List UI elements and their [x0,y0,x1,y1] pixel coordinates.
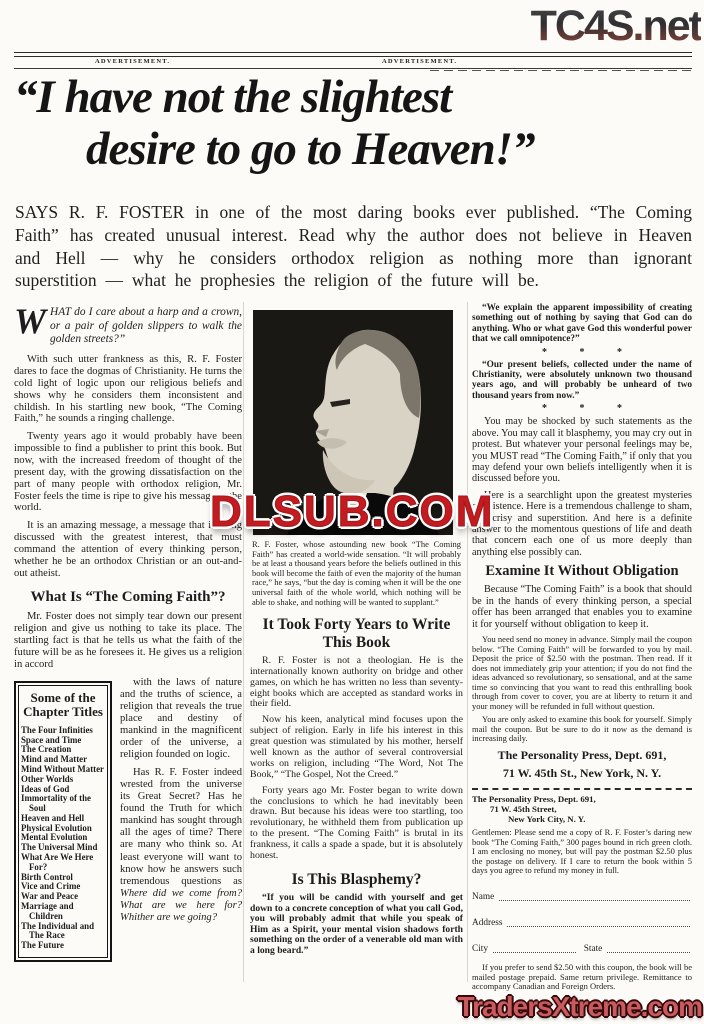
headline [14,72,692,175]
bold-quote: “Our present beliefs, collected under the name of Christianity, were absolutely unknown two thousand years ago, and will probably be unheard of two thousand years from now.” [472,359,692,401]
chapter-title-item: Marriage and Children [21,901,74,921]
coupon-address-line1: The Personality Press, Dept. 691, [472,793,596,804]
paragraph: Here is a searchlight upon the greatest mysteries of existence. Here is a tremendous challenge to sham, hypocrisy and superstition. And here is a definite answer to the momentous questions of life and death that concern each one of us more deeply than anything else possibly can. [472,489,692,558]
headline-line2: desire to go to Heaven!” [86,122,535,175]
subhead: SAYS R. F. FOSTER in one of the most daring books ever published. “The Coming Faith” has created unusual interest. Read why the author does not believe in Heaven and Hell — why he considers orthodox religion as nothing more than ignorant superstition — what he prophesies the religion of the future will be. [15,202,692,291]
paragraph: You are only asked to examine this book for yourself. Simply mail the coupon. But be sure to do it now as the demand is increasing daily. [472,714,692,744]
site-watermark-middle: DLSUB.COM [210,487,495,536]
coupon-cut-line [472,788,692,790]
paragraph: You need send no money in advance. Simply mail the coupon below. “The Coming Faith” will be forwarded to you by mail. Deposit the price of $2.50 with the postman. Then read. If it does not immediately grip your attention; if you do not find the ideas advanced so revolutionary, so sensational, and at the same time so convincing that you want to read this enthralling book through from cover to cover, you are at liberty to return it and your money will be refunded in full without question. [472,634,692,711]
chapter-title-item: Mind and Matter [21,754,88,765]
dropcap-w: W [14,301,47,341]
section-heading-blasphemy: Is This Blasphemy? [291,870,422,888]
column-right [472,303,692,992]
chapter-title-item: War and Peace [21,891,79,902]
bold-quote: “We explain the apparent impossibility of creating something out of nothing by saying that God can do anything. Who or what gave God this wonderful power that we call omnipotence?” [472,303,692,345]
publisher-address-line2: 71 W. 45th St., New York, N. Y. [502,765,662,780]
chapter-title-item: The Future [21,940,64,951]
state-field-line[interactable] [607,943,690,953]
coupon-address-line3: New York City, N. Y. [508,813,586,824]
chapter-title-item: Mind Without Matter [21,763,104,774]
coupon-body-text: Gentlemen: Please send me a copy of R. F. Foster’s daring new book “The Coming Faith,” 300 pages bound in rich green cloth. I am enclosing no money, but will pay the postman $2.50 plus the postage on delivery. If I care to return the book within 5 days you agree to refund my money in full. [472,827,692,876]
address-field-line[interactable] [507,917,690,927]
chapter-title-item: Other Worlds [21,773,74,784]
paragraph: Because “The Coming Faith” is a book that should be in the hands of every thinking person, a special offer has been arranged that enables you to examine it for yourself without obligation to keep it. [472,584,692,630]
advertisement-label-left: ADVERTISEMENT. [95,58,171,65]
chapter-title-item: Heaven and Hell [21,812,85,823]
opening-quote-text: HAT do I care about a harp and a crown, or a pair of golden slippers to walk the golden streets?” [50,306,242,346]
paragraph: Mr. Foster does not simply tear down our present religion and give us nothing to take its place. The startling fact is that he tells us what the faith of the future will be as he foresees it. He gives us a religion in accord [14,611,242,670]
chapter-box-title: Some of the Chapter Titles [23,689,103,720]
city-field-label: City [472,943,489,954]
name-field-label: Name [472,891,495,902]
name-field-line[interactable] [499,891,690,901]
mail-coupon [472,794,692,992]
paragraph: R. F. Foster is not a theologian. He is the internationally known authority on bridge and other games, on which he has written no less than seventy-eight books which are accepted as standard works in their field. [250,654,463,710]
photo-caption: R. F. Foster, whose astounding new book “The Coming Faith” has created a world-wide sensation. “It will probably be at least a thousand years before the beliefs outlined in this book will become the faith of even the majority of the human race,” he says, “but the day is coming when it will be the one universal faith of the whole world, which nothing will be able to shake, and nothing will be wanted to supplant.” [252,539,461,607]
chapter-title-item: The Creation [21,744,72,755]
paragraph: with the laws of nature and the truths of science, a religion that reveals the true place and destiny of mankind in the magnificent order of the universe, a religion founded on logic. [120,676,242,760]
chapter-title-item: Vice and Crime [21,881,81,892]
paragraph: Forty years ago Mr. Foster began to write down the conclusions to which he had inevitably been drawn. But because his ideas were too startling, too revolutionary, he withheld them from publication up to the present. “The Coming Faith” is brutal in its frankness, it calls a spade a spade, but it is absolutely honest. [250,784,463,862]
headline-line1: “I have not the slightest [14,71,452,123]
advertisement-label-right: ADVERTISEMENT. [382,58,458,65]
chapter-title-item: Space and Time [21,734,82,745]
chapter-title-item: Mental Evolution [21,832,88,843]
publisher-address-line1: The Personality Press, Dept. 691, [497,747,667,762]
section-heading-examine: Examine It Without Obligation [485,563,679,580]
paragraph-italic-questions: Where did we come from? What are we here for? Whither are we going? [120,887,242,923]
chapter-title-item: The Four Infinities [21,724,93,735]
city-state-field-row [472,943,692,954]
chapter-box-zone [14,677,242,964]
chapter-title-item: The Individual and The Race [21,920,95,941]
section-heading-coming-faith: What Is “The Coming Faith”? [30,588,226,605]
chapter-title-item: Birth Control [21,871,73,882]
paragraph: It is an amazing message, a message that is being discussed with the greatest interest, that must command the attention of every thinking person, whether he be an orthodox Christian or an out-and-out atheist. [14,520,242,579]
chapter-title-item: The Universal Mind [21,842,98,853]
chapter-title-item: Physical Evolution [21,822,92,833]
chapter-title-item: What Are We Here For? [21,852,94,872]
coupon-address-line2: 71 W. 45th Street, [490,803,557,814]
name-field-row [472,891,692,902]
bold-quote: “If you will be candid with yourself and get down to a concrete conception of what you call God, you will probably admit that while you speak of Him as a Spirit, your mental vision shadows forth something on the order of a venerable old man with a long beard.” [250,892,464,956]
column-rule-2 [467,302,468,982]
section-heading-forty-years: It Took Forty Years to Write This Book [262,616,451,651]
address-field-row [472,917,692,928]
coupon-note: If you prefer to send $2.50 with this coupon, the book will be mailed postage prepaid. Same return privilege. Remittance to accompany Canadian and Foreign Orders. [472,961,692,992]
paragraph: You may be shocked by such statements as the above. You may call it blasphemy, you may cry out in protest. But whatever your personal feelings may be, you MUST read “The Coming Faith,” if only that you may defend your own beliefs intelligently when it is discussed before you. [472,416,692,485]
opening-quote [14,301,242,347]
masthead-rule-top [14,52,692,57]
chapter-title-item: Immortality of the Soul [21,793,91,814]
site-watermark-bottom: TradersXtreme.com [457,991,702,1022]
paragraph: Now his keen, analytical mind focuses upon the subject of religion. Early in life his interest in this great question was stimulated by his mother, herself well known as the author of several controversial works on religion, including “The Word, Not The Book,” “The Gospel, Not the Creed.” [250,714,463,780]
masthead-rule-bottom [14,68,692,69]
star-separator: * * * [542,346,622,358]
address-field-label: Address [472,917,503,928]
column-left [14,301,242,964]
city-field-line[interactable] [493,943,576,953]
site-watermark-top: TC4S.net [530,2,701,50]
paragraph: With such utter frankness as this, R. F. Foster dares to face the dogmas of Christianity. He turns the cold light of logic upon our religious beliefs and shows why he considers them inconsistent and childish. In his startling new book, “The Coming Faith,” he sounds a ringing challenge. [14,354,242,425]
chapter-titles-box [14,681,112,962]
masthead-rule-dashed [430,70,692,71]
state-field-label: State [583,943,603,954]
column-center [250,310,463,957]
column-rule-1 [243,302,244,982]
paragraph-text: Has R. F. Foster indeed wrested from the universe its Great Secret? Has he found the Truth for which mankind has sought through all the ages of time? There are many who think so. At least everyone will want to know how he answers such tremendous questions as [120,767,242,887]
star-separator: * * * [542,403,622,415]
paragraph: Twenty years ago it would probably have been impossible to find a publisher to print this book. But now, with the increased freedom of thought of the present day, with the growing dissatisfaction on the part of many people with orthodox religion, Mr. Foster feels the time is ripe to give his message to the world. [14,431,242,514]
chapter-title-item: Ideas of God [21,783,70,794]
